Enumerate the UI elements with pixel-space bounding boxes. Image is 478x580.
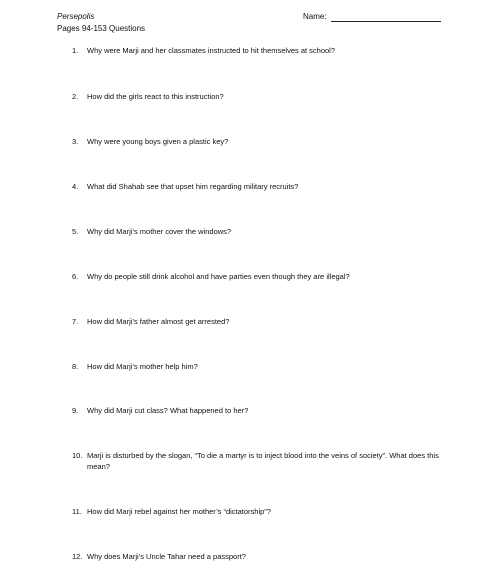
worksheet-subtitle: Pages 94-153 Questions	[57, 24, 146, 33]
question-text: Why do people still drink alcohol and have parties even though they are illegal?	[87, 272, 350, 281]
question-text: Why were young boys given a plastic key?	[87, 137, 229, 146]
question-number: 3.	[72, 137, 79, 146]
question-number: 7.	[72, 317, 79, 326]
question-item	[72, 45, 454, 56]
name-field	[303, 12, 441, 22]
question-item	[72, 136, 454, 147]
question-text: Why did Marji’s mother cover the windows?	[87, 227, 232, 236]
book-title: Persepolis	[57, 12, 95, 21]
question-number: 10.	[72, 451, 83, 460]
question-number: 9.	[72, 406, 79, 415]
question-number: 11.	[72, 507, 82, 516]
question-item	[72, 226, 454, 237]
question-text: Why were Marji and her classmates instructed to hit themselves at school?	[87, 46, 336, 55]
question-number: 12.	[72, 552, 83, 561]
question-item	[72, 506, 454, 517]
question-text: How did the girls react to this instruction?	[87, 92, 224, 101]
question-text: Marji is disturbed by the slogan, “To die a martyr is to inject blood into the veins of society”. What does this mean?	[87, 451, 439, 471]
question-item	[72, 91, 454, 102]
question-item	[72, 271, 454, 282]
question-number: 5.	[72, 227, 79, 236]
question-number: 4.	[72, 182, 79, 191]
question-item	[72, 405, 454, 416]
question-text: Why did Marji cut class? What happened to her?	[87, 406, 249, 415]
question-number: 2.	[72, 92, 79, 101]
question-text: How did Marji’s mother help him?	[87, 362, 198, 371]
question-text: What did Shahab see that upset him regarding military recruits?	[87, 182, 299, 191]
question-item	[72, 551, 454, 562]
question-text: How did Marji’s father almost get arrested?	[87, 317, 230, 326]
question-number: 8.	[72, 362, 79, 371]
question-number: 1.	[72, 46, 79, 55]
question-item	[72, 450, 454, 472]
question-text: Why does Marji’s Uncle Tahar need a passport?	[87, 552, 246, 561]
name-label: Name:	[303, 12, 327, 21]
question-number: 6.	[72, 272, 79, 281]
question-item	[72, 181, 454, 192]
question-item	[72, 361, 454, 372]
question-text: How did Marji rebel against her mother’s “dictatorship”?	[87, 507, 271, 516]
name-blank-line	[331, 13, 441, 22]
question-item	[72, 316, 454, 327]
